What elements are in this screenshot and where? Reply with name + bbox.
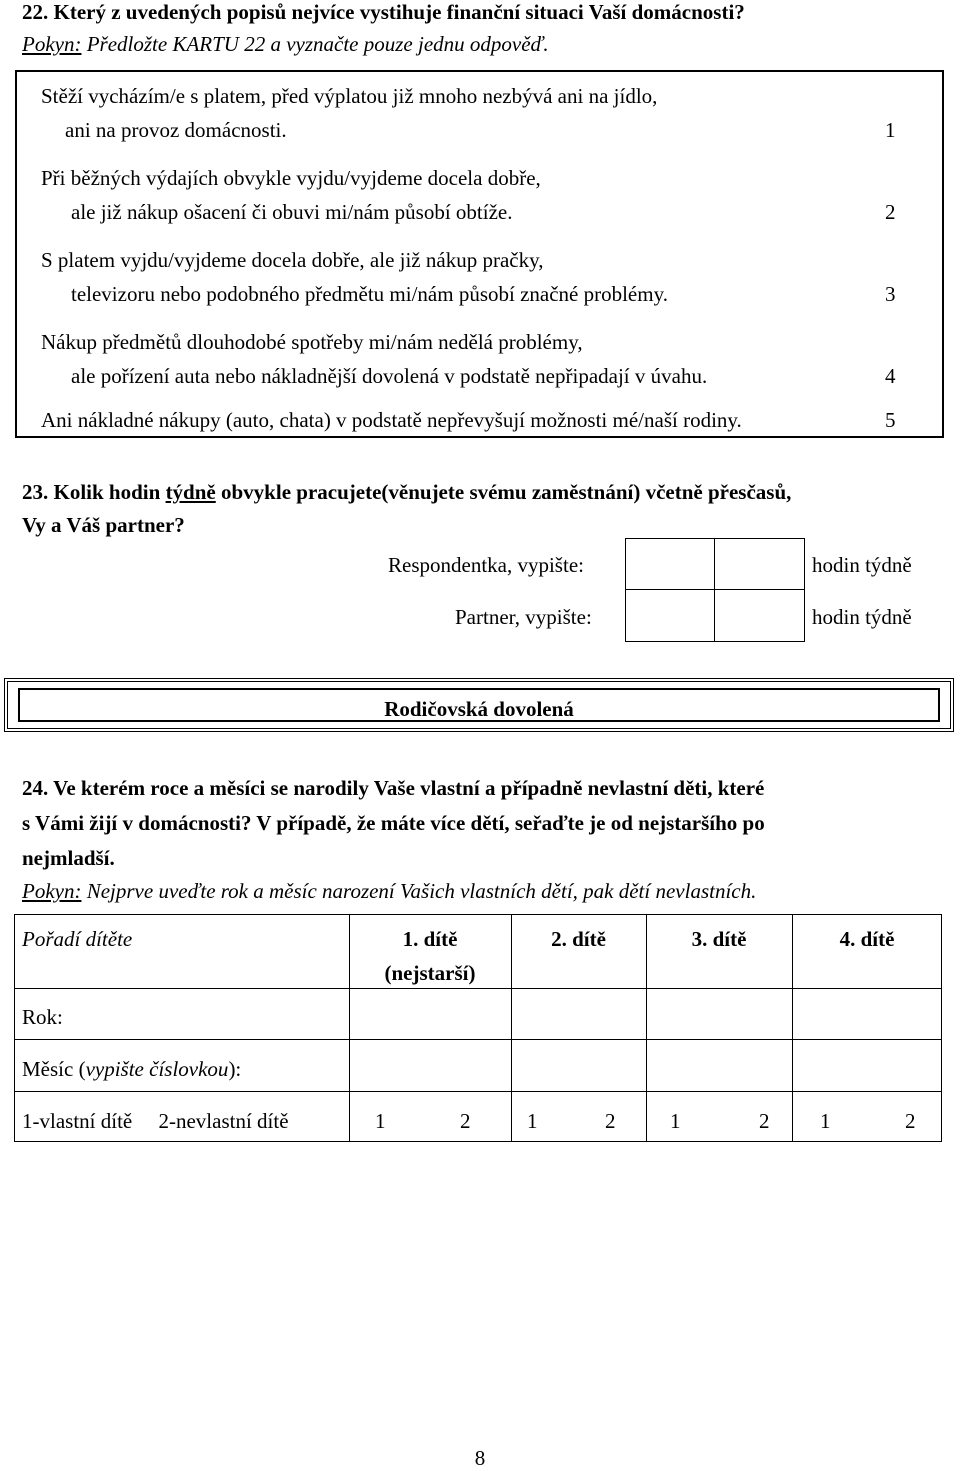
q22-option-5-code[interactable]: 5 bbox=[885, 408, 896, 432]
partner-hours-digit-2[interactable] bbox=[715, 590, 804, 641]
q22-instruction-text: Předložte KARTU 22 a vyznačte pouze jednu odpověď. bbox=[86, 32, 549, 56]
q22-instruction bbox=[22, 32, 549, 57]
col-child-1-note: (nejstarší) bbox=[384, 961, 476, 985]
q24-instruction bbox=[22, 879, 756, 904]
q22-option-3-line2: televizoru nebo podobného předmětu mi/nám působí značné problémy. bbox=[71, 282, 668, 306]
col-child-3: 3. dítě bbox=[691, 927, 747, 951]
q22-title: 22. Který z uvedených popisů nejvíce vystihuje finanční situaci Vaší domácnosti? bbox=[22, 0, 745, 24]
child-3-type-code-1[interactable]: 1 bbox=[670, 1109, 681, 1133]
q22-option-3-code[interactable]: 3 bbox=[885, 282, 896, 306]
q23-title-part-a: 23. Kolik hodin bbox=[22, 480, 166, 504]
q23-respondent-unit: hodin týdně bbox=[812, 553, 912, 577]
q22-instruction-label: Pokyn: bbox=[22, 32, 82, 56]
q22-option-2-line1: Při běžných výdajích obvykle vyjdu/vyjdeme docela dobře, bbox=[41, 166, 541, 190]
q23-title-part-b: obvykle pracujete(věnujete svému zaměstnání) včetně přesčasů, bbox=[215, 480, 792, 504]
year-child-2-cell[interactable] bbox=[512, 989, 646, 1039]
row-type-label: 1-vlastní dítě 2-nevlastní dítě bbox=[22, 1109, 289, 1133]
q23-partner-label: Partner, vypište: bbox=[455, 605, 592, 629]
col-child-1: 1. dítě bbox=[402, 927, 458, 951]
q24-title-line1: 24. Ve kterém roce a měsíci se narodily Vaše vlastní a případně nevlastní děti, které bbox=[22, 776, 765, 800]
month-child-1-cell[interactable] bbox=[350, 1040, 511, 1091]
respondent-hours-digit-2[interactable] bbox=[715, 539, 804, 589]
year-child-1-cell[interactable] bbox=[350, 989, 511, 1039]
q23-title-line2: Vy a Váš partner? bbox=[22, 513, 185, 537]
child-1-type-code-2[interactable]: 2 bbox=[460, 1109, 471, 1133]
q23-respondent-label: Respondentka, vypište: bbox=[388, 553, 584, 577]
q22-option-1-line2: ani na provoz domácnosti. bbox=[65, 118, 287, 142]
q22-options-box bbox=[15, 70, 944, 438]
year-child-4-cell[interactable] bbox=[793, 989, 942, 1039]
children-table bbox=[14, 914, 942, 1142]
q24-instruction-text: Nejprve uveďte rok a měsíc narození Vašich vlastních dětí, pak dětí nevlastních. bbox=[86, 879, 757, 903]
child-2-type-code-2[interactable]: 2 bbox=[605, 1109, 616, 1133]
year-child-3-cell[interactable] bbox=[647, 989, 792, 1039]
q24-title-line3: nejmladší. bbox=[22, 846, 115, 870]
month-child-4-cell[interactable] bbox=[793, 1040, 942, 1091]
child-4-type-code-1[interactable]: 1 bbox=[820, 1109, 831, 1133]
q23-title-underlined: týdně bbox=[165, 480, 216, 504]
col-child-4: 4. dítě bbox=[839, 927, 895, 951]
q22-option-3-line1: S platem vyjdu/vyjdeme docela dobře, ale již nákup pračky, bbox=[41, 248, 544, 272]
child-2-type-code-1[interactable]: 1 bbox=[527, 1109, 538, 1133]
q23-title bbox=[22, 480, 791, 505]
row-year-label: Rok: bbox=[22, 1005, 63, 1029]
section-title: Rodičovská dovolená bbox=[384, 697, 574, 721]
child-4-type-code-2[interactable]: 2 bbox=[905, 1109, 916, 1133]
q24-instruction-label: Pokyn: bbox=[22, 879, 82, 903]
q22-option-1-line1: Stěží vycházím/e s platem, před výplatou již mnoho nezbývá ani na jídlo, bbox=[41, 84, 658, 108]
child-3-type-code-2[interactable]: 2 bbox=[759, 1109, 770, 1133]
q23-partner-unit: hodin týdně bbox=[812, 605, 912, 629]
q22-option-4-code[interactable]: 4 bbox=[885, 364, 896, 388]
child-1-type-code-1[interactable]: 1 bbox=[375, 1109, 386, 1133]
q22-option-1-code[interactable]: 1 bbox=[885, 118, 896, 142]
q22-option-2-line2: ale již nákup ošacení či obuvi mi/nám působí obtíže. bbox=[71, 200, 513, 224]
month-child-2-cell[interactable] bbox=[512, 1040, 646, 1091]
col-child-2: 2. dítě bbox=[551, 927, 606, 951]
row-month-label: Měsíc (vypište číslovkou): bbox=[22, 1057, 242, 1081]
month-child-3-cell[interactable] bbox=[647, 1040, 792, 1091]
respondent-hours-digit-1[interactable] bbox=[626, 539, 714, 589]
q22-option-5-line1: Ani nákladné nákupy (auto, chata) v podstatě nepřevyšují možnosti mé/naší rodiny. bbox=[41, 408, 742, 432]
section-header-box bbox=[4, 678, 954, 732]
table-header-label: Pořadí dítěte bbox=[22, 927, 133, 951]
page-number: 8 bbox=[474, 1446, 486, 1470]
partner-hours-digit-1[interactable] bbox=[626, 590, 714, 641]
q23-hours-grid bbox=[625, 538, 805, 642]
q22-option-4-line2: ale pořízení auta nebo nákladnější dovolená v podstatě nepřipadají v úvahu. bbox=[71, 364, 708, 388]
q22-option-4-line1: Nákup předmětů dlouhodobé spotřeby mi/nám nedělá problémy, bbox=[41, 330, 583, 354]
q24-title-line2: s Vámi žijí v domácnosti? V případě, že máte více dětí, seřaďte je od nejstaršího po bbox=[22, 811, 765, 835]
q22-option-2-code[interactable]: 2 bbox=[885, 200, 896, 224]
